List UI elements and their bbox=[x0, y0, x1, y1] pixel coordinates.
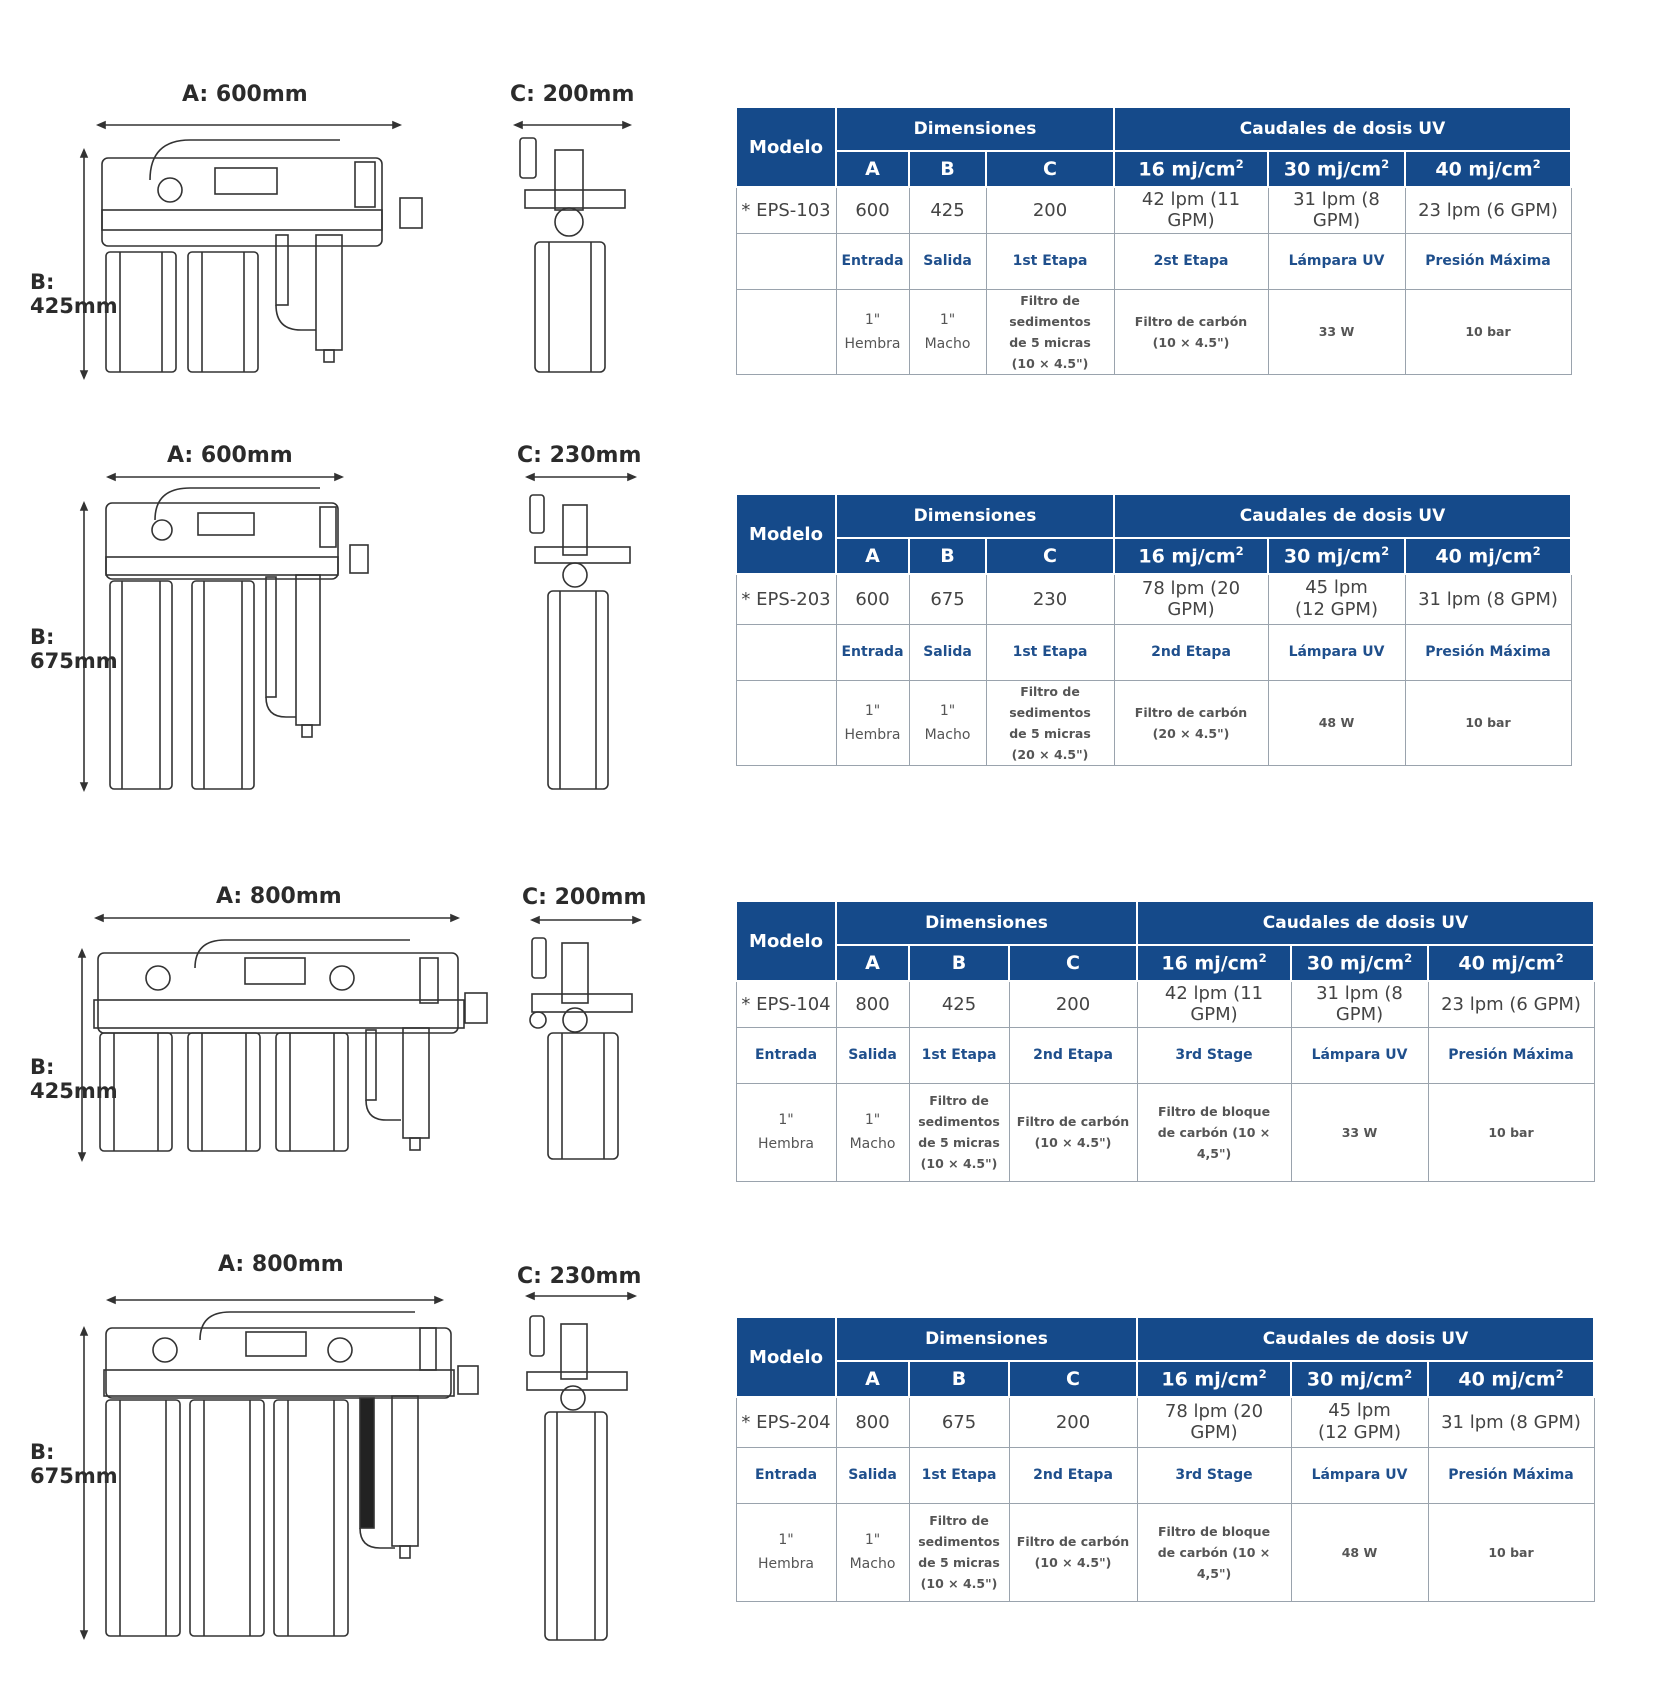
spec-entrada: 1" Hembra bbox=[736, 1503, 836, 1601]
spec-etapa-3: Filtro de bloque de carbón (10 × 4,5") bbox=[1137, 1083, 1291, 1181]
header-dose-30: 30 $mj/cm^2$ bbox=[1291, 1361, 1428, 1397]
label-etapa-2: 2nd Etapa bbox=[1114, 624, 1268, 680]
label-lampara: Lámpara UV bbox=[1268, 233, 1405, 289]
dimension-c-label: C: 230mm bbox=[517, 1264, 642, 1289]
spec-salida: 1" Macho bbox=[909, 289, 986, 374]
dimension-c-label: C: 200mm bbox=[522, 885, 647, 910]
header-dimensiones: Dimensiones bbox=[836, 494, 1114, 538]
header-dimensiones: Dimensiones bbox=[836, 901, 1137, 945]
header-caudales: Caudales de dosis UV bbox=[1114, 107, 1571, 151]
front-view-drawing bbox=[70, 1288, 490, 1648]
spec-salida: 1" Macho bbox=[836, 1503, 909, 1601]
flow-30: 31 lpm (8 GPM) bbox=[1268, 187, 1405, 233]
spec-etapa-1: Filtro de sedimentos de 5 micras (10 × 4.5") bbox=[986, 289, 1114, 374]
spec-salida: 1" Macho bbox=[909, 680, 986, 765]
flow-16: 78 lpm (20 GPM) bbox=[1137, 1397, 1291, 1447]
side-view-drawing bbox=[515, 1288, 645, 1648]
header-dose-16: 16 $mj/cm^2$ bbox=[1137, 1361, 1291, 1397]
flow-40: 23 lpm (6 GPM) bbox=[1428, 981, 1594, 1027]
dim-c-value: 200 bbox=[1009, 981, 1137, 1027]
spec-etapa-2: Filtro de carbón (20 × 4.5") bbox=[1114, 680, 1268, 765]
flow-16: 42 lpm (11 GPM) bbox=[1137, 981, 1291, 1027]
flow-40: 23 lpm (6 GPM) bbox=[1405, 187, 1571, 233]
flow-30: 45 lpm (12 GPM) bbox=[1291, 1397, 1428, 1447]
model-name: * EPS-104 bbox=[736, 981, 836, 1027]
spec-etapa-1: Filtro de sedimentos de 5 micras (20 × 4.5") bbox=[986, 680, 1114, 765]
spec-lampara: 33 W bbox=[1291, 1083, 1428, 1181]
spec-etapa-2: Filtro de carbón (10 × 4.5") bbox=[1114, 289, 1268, 374]
label-etapa-1: 1st Etapa bbox=[909, 1027, 1009, 1083]
dim-b-value: 425 bbox=[909, 187, 986, 233]
dim-a-value: 800 bbox=[836, 1397, 909, 1447]
label-entrada: Entrada bbox=[836, 233, 909, 289]
dimension-c-label: C: 200mm bbox=[510, 82, 635, 107]
label-presion: Presión Máxima bbox=[1405, 233, 1571, 289]
label-salida: Salida bbox=[836, 1447, 909, 1503]
dim-a-value: 800 bbox=[836, 981, 909, 1027]
header-dimensiones: Dimensiones bbox=[836, 107, 1114, 151]
label-etapa-2: 2nd Etapa bbox=[1009, 1447, 1137, 1503]
header-b: B bbox=[909, 1361, 1009, 1397]
label-salida: Salida bbox=[836, 1027, 909, 1083]
header-dose-40: 40 $mj/cm^2$ bbox=[1405, 538, 1571, 574]
label-etapa-2: 2st Etapa bbox=[1114, 233, 1268, 289]
header-modelo: Modelo bbox=[736, 901, 836, 981]
label-presion: Presión Máxima bbox=[1428, 1027, 1594, 1083]
spec-presion: 10 bar bbox=[1405, 289, 1571, 374]
flow-16: 78 lpm (20 GPM) bbox=[1114, 574, 1268, 624]
header-caudales: Caudales de dosis UV bbox=[1137, 901, 1594, 945]
flow-30: 31 lpm (8 GPM) bbox=[1291, 981, 1428, 1027]
header-modelo: Modelo bbox=[736, 107, 836, 187]
dimension-b-label: B: 675mm bbox=[30, 1440, 118, 1488]
model-name: * EPS-203 bbox=[736, 574, 836, 624]
spec-lampara: 33 W bbox=[1268, 289, 1405, 374]
dim-a-value: 600 bbox=[836, 187, 909, 233]
dim-b-value: 425 bbox=[909, 981, 1009, 1027]
label-entrada: Entrada bbox=[736, 1447, 836, 1503]
spec-lampara: 48 W bbox=[1291, 1503, 1428, 1601]
dim-c-value: 200 bbox=[1009, 1397, 1137, 1447]
label-lampara: Lámpara UV bbox=[1291, 1447, 1428, 1503]
label-etapa-3: 3rd Stage bbox=[1137, 1447, 1291, 1503]
dim-b-value: 675 bbox=[909, 574, 986, 624]
model-name: * EPS-204 bbox=[736, 1397, 836, 1447]
header-dose-30: 30 $mj/cm^2$ bbox=[1268, 151, 1405, 187]
label-etapa-1: 1st Etapa bbox=[909, 1447, 1009, 1503]
dimension-b-label: B: 425mm bbox=[30, 1055, 118, 1103]
header-b: B bbox=[909, 151, 986, 187]
flow-40: 31 lpm (8 GPM) bbox=[1428, 1397, 1594, 1447]
header-dose-40: 40 $mj/cm^2$ bbox=[1405, 151, 1571, 187]
header-c: C bbox=[1009, 945, 1137, 981]
spec-etapa-2: Filtro de carbón (10 × 4.5") bbox=[1009, 1503, 1137, 1601]
label-lampara: Lámpara UV bbox=[1268, 624, 1405, 680]
dimension-a-label: A: 600mm bbox=[182, 82, 308, 107]
header-dose-40: 40 $mj/cm^2$ bbox=[1428, 1361, 1594, 1397]
spec-table-eps-204 bbox=[735, 1316, 1595, 1602]
spec-presion: 10 bar bbox=[1428, 1503, 1594, 1601]
label-presion: Presión Máxima bbox=[1428, 1447, 1594, 1503]
dimension-a-label: A: 800mm bbox=[216, 884, 342, 909]
dim-a-value: 600 bbox=[836, 574, 909, 624]
spec-presion: 10 bar bbox=[1428, 1083, 1594, 1181]
spec-etapa-3: Filtro de bloque de carbón (10 × 4,5") bbox=[1137, 1503, 1291, 1601]
dimension-a-label: A: 600mm bbox=[167, 443, 293, 468]
flow-30: 45 lpm (12 GPM) bbox=[1268, 574, 1405, 624]
header-c: C bbox=[986, 151, 1114, 187]
spec-etapa-2: Filtro de carbón (10 × 4.5") bbox=[1009, 1083, 1137, 1181]
header-caudales: Caudales de dosis UV bbox=[1137, 1317, 1594, 1361]
header-dimensiones: Dimensiones bbox=[836, 1317, 1137, 1361]
label-etapa-1: 1st Etapa bbox=[986, 624, 1114, 680]
header-dose-16: 16 $mj/cm^2$ bbox=[1114, 151, 1268, 187]
dim-b-value: 675 bbox=[909, 1397, 1009, 1447]
header-dose-16: 16 $mj/cm^2$ bbox=[1114, 538, 1268, 574]
spec-lampara: 48 W bbox=[1268, 680, 1405, 765]
header-caudales: Caudales de dosis UV bbox=[1114, 494, 1571, 538]
label-etapa-1: 1st Etapa bbox=[986, 233, 1114, 289]
header-a: A bbox=[836, 1361, 909, 1397]
label-salida: Salida bbox=[909, 233, 986, 289]
flow-40: 31 lpm (8 GPM) bbox=[1405, 574, 1571, 624]
label-entrada: Entrada bbox=[836, 624, 909, 680]
spec-etapa-1: Filtro de sedimentos de 5 micras (10 × 4.5") bbox=[909, 1503, 1009, 1601]
dimension-b-label: B: 425mm bbox=[30, 270, 118, 318]
header-b: B bbox=[909, 538, 986, 574]
flow-16: 42 lpm (11 GPM) bbox=[1114, 187, 1268, 233]
label-lampara: Lámpara UV bbox=[1291, 1027, 1428, 1083]
header-dose-30: 30 $mj/cm^2$ bbox=[1268, 538, 1405, 574]
dimension-a-label: A: 800mm bbox=[218, 1252, 344, 1277]
header-a: A bbox=[836, 945, 909, 981]
spec-etapa-1: Filtro de sedimentos de 5 micras (10 × 4.5") bbox=[909, 1083, 1009, 1181]
model-name: * EPS-103 bbox=[736, 187, 836, 233]
spec-entrada: 1" Hembra bbox=[736, 1083, 836, 1181]
header-c: C bbox=[986, 538, 1114, 574]
header-a: A bbox=[836, 538, 909, 574]
spec-presion: 10 bar bbox=[1405, 680, 1571, 765]
header-b: B bbox=[909, 945, 1009, 981]
dimension-b-label: B: 675mm bbox=[30, 625, 118, 673]
dimension-c-label: C: 230mm bbox=[517, 443, 642, 468]
label-entrada: Entrada bbox=[736, 1027, 836, 1083]
header-modelo: Modelo bbox=[736, 1317, 836, 1397]
spec-salida: 1" Macho bbox=[836, 1083, 909, 1181]
spec-entrada: 1" Hembra bbox=[836, 289, 909, 374]
header-c: C bbox=[1009, 1361, 1137, 1397]
label-etapa-3: 3rd Stage bbox=[1137, 1027, 1291, 1083]
header-dose-16: 16 $mj/cm^2$ bbox=[1137, 945, 1291, 981]
spec-entrada: 1" Hembra bbox=[836, 680, 909, 765]
header-dose-40: 40 $mj/cm^2$ bbox=[1428, 945, 1594, 981]
dim-c-value: 200 bbox=[986, 187, 1114, 233]
label-presion: Presión Máxima bbox=[1405, 624, 1571, 680]
label-salida: Salida bbox=[909, 624, 986, 680]
header-a: A bbox=[836, 151, 909, 187]
dim-c-value: 230 bbox=[986, 574, 1114, 624]
header-dose-30: 30 $mj/cm^2$ bbox=[1291, 945, 1428, 981]
label-etapa-2: 2nd Etapa bbox=[1009, 1027, 1137, 1083]
header-modelo: Modelo bbox=[736, 494, 836, 574]
